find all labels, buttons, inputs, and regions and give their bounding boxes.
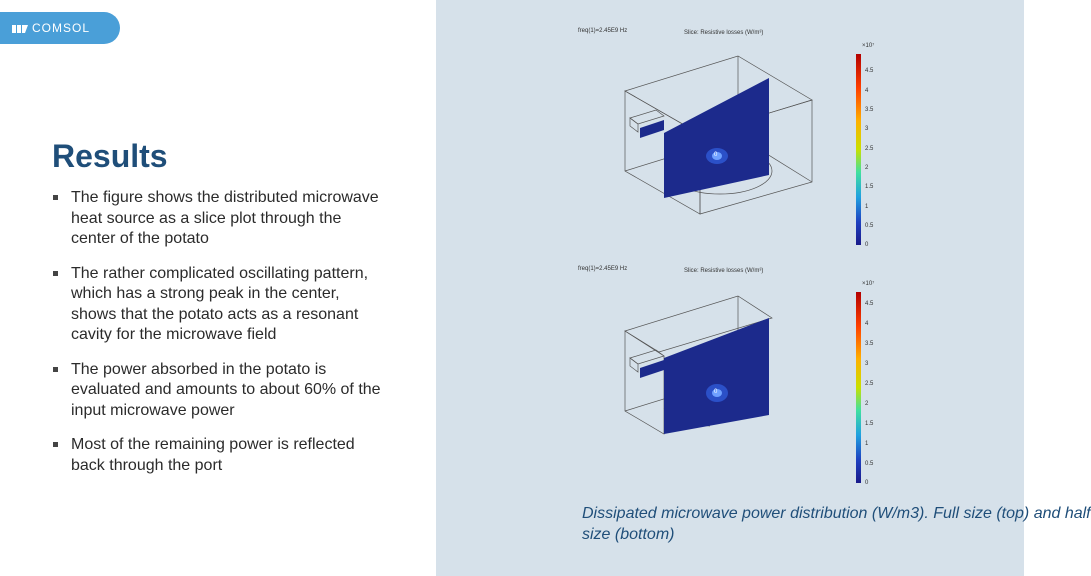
exponent-label: ×10⁷ bbox=[862, 281, 875, 287]
scale-tick: 0.5 bbox=[865, 461, 874, 467]
scale-tick: 4 bbox=[865, 321, 869, 327]
color-scale-bar bbox=[856, 292, 861, 483]
slice-label: Slice: Resistive losses (W/m³) bbox=[684, 268, 764, 274]
scale-tick: 2 bbox=[865, 165, 869, 171]
bullet-item: The power absorbed in the potato is evaluated and amounts to about 60% of the input microwave power bbox=[52, 360, 382, 422]
scale-tick: 2.5 bbox=[865, 146, 874, 152]
center-value: 0 bbox=[714, 152, 718, 158]
bullet-item: The figure shows the distributed microwave heat source as a slice plot through the center of the potato bbox=[52, 188, 382, 250]
bullet-item: Most of the remaining power is reflected back through the port bbox=[52, 435, 382, 476]
scale-tick: 4 bbox=[865, 88, 869, 94]
slide-title: Results bbox=[52, 138, 168, 174]
scale-tick: 2.5 bbox=[865, 381, 874, 387]
scale-tick: 3 bbox=[865, 126, 869, 132]
bullet-item: The rather complicated oscillating pattern, which has a strong peak in the center, shows that the potato acts as a resonant cavity for the microwave field bbox=[52, 264, 382, 346]
freq-label: freq(1)=2.45E9 Hz bbox=[578, 266, 628, 272]
slice-plane bbox=[664, 78, 769, 198]
cavity-3d-view bbox=[600, 48, 900, 248]
scale-tick: 1 bbox=[865, 204, 869, 210]
scale-tick: 0 bbox=[865, 242, 869, 248]
bullet-list bbox=[52, 188, 382, 490]
scale-tick: 0.5 bbox=[865, 223, 874, 229]
color-scale-bar bbox=[856, 54, 861, 245]
slice-plane bbox=[664, 318, 769, 434]
scale-tick: 1 bbox=[865, 441, 869, 447]
caption-line: size (bottom) bbox=[582, 526, 675, 543]
caption-line: Dissipated microwave power distribution (W/m3). Full size (top) and half bbox=[582, 505, 1091, 522]
logo-text: COMSOL bbox=[32, 21, 91, 35]
text-panel bbox=[0, 0, 436, 576]
scale-tick: 3 bbox=[865, 361, 869, 367]
figure-caption bbox=[582, 503, 1091, 545]
slice-label: Slice: Resistive losses (W/m³) bbox=[684, 30, 764, 36]
scale-tick: 4.5 bbox=[865, 68, 874, 74]
scale-tick: 3.5 bbox=[865, 341, 874, 347]
comsol-logo bbox=[0, 12, 120, 44]
scale-tick: 1.5 bbox=[865, 184, 874, 190]
scale-tick: 3.5 bbox=[865, 107, 874, 113]
center-value: 0 bbox=[714, 389, 718, 395]
scale-tick: 4.5 bbox=[865, 301, 874, 307]
scale-tick: 1.5 bbox=[865, 421, 874, 427]
freq-label: freq(1)=2.45E9 Hz bbox=[578, 28, 628, 34]
cavity-3d-view bbox=[600, 288, 900, 488]
exponent-label: ×10⁷ bbox=[862, 43, 875, 49]
scale-tick: 2 bbox=[865, 401, 869, 407]
comsol-logo-icon bbox=[12, 22, 28, 34]
scale-tick: 0 bbox=[865, 480, 869, 486]
